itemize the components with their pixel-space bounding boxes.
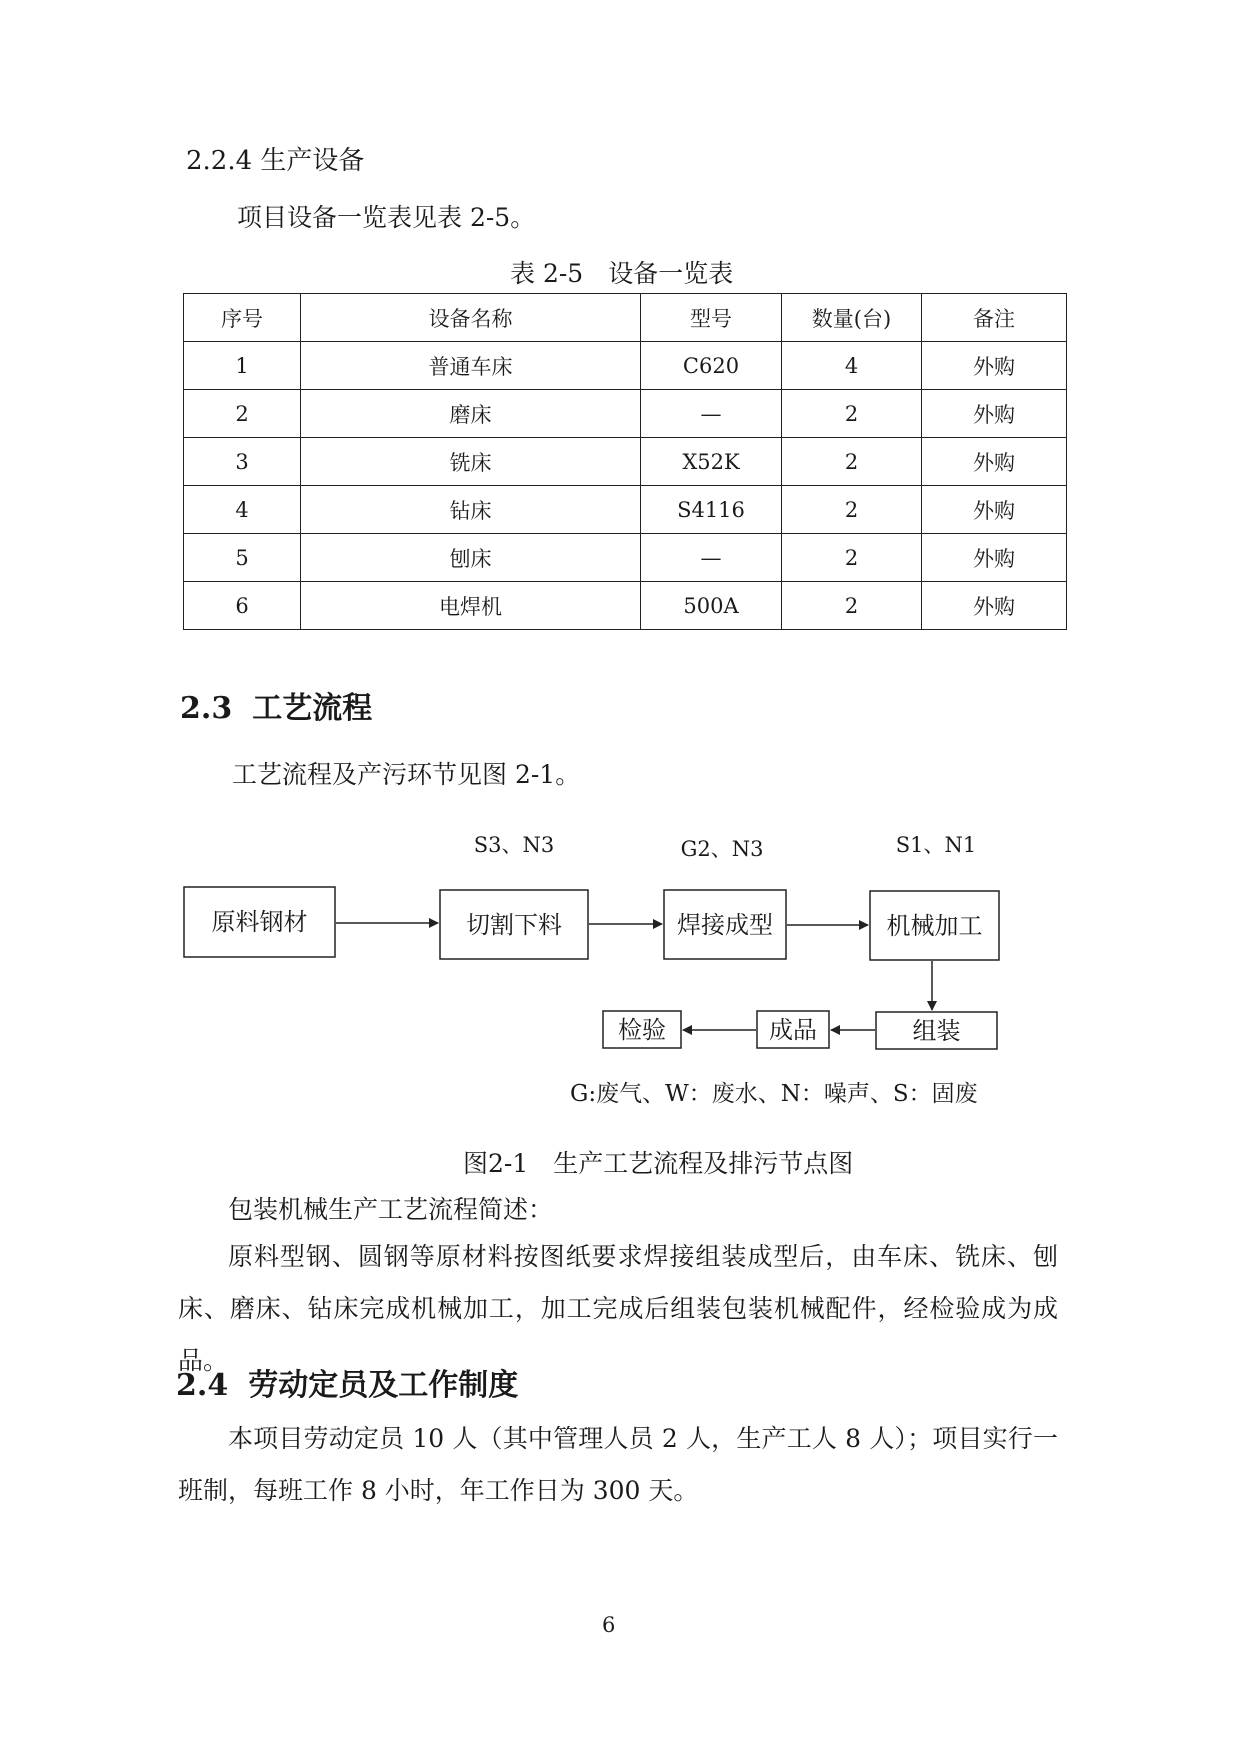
table-cell: 2 — [782, 438, 922, 486]
table-cell: 6 — [184, 582, 301, 630]
emission-label-cutting: S3、N3 — [473, 833, 555, 857]
section-24-heading — [176, 1360, 518, 1404]
table-cell: 500A — [641, 582, 782, 630]
table-cell: 铣床 — [301, 438, 641, 486]
table-cell: 外购 — [922, 342, 1067, 390]
table-cell: 4 — [184, 486, 301, 534]
section-number: 2.3 — [180, 691, 233, 726]
table-cell: — — [641, 534, 782, 582]
emission-label-welding: G2、N3 — [680, 837, 764, 861]
table-cell: C620 — [641, 342, 782, 390]
table-cell: 2 — [782, 390, 922, 438]
table-cell: 2 — [782, 486, 922, 534]
process-desc-title: 包装机械生产工艺流程简述： — [228, 1195, 554, 1224]
section-title: 劳动定员及工作制度 — [248, 1368, 519, 1403]
paragraph: 本项目劳动定员 10 人（其中管理人员 2 人，生产工人 8 人）；项目实行一班制，每班工作 8 小时，年工作日为 300 天。 — [178, 1424, 1058, 1505]
header-cell: 序号 — [184, 294, 301, 342]
section-24-body — [178, 1413, 1058, 1517]
table-cell: 普通车床 — [301, 342, 641, 390]
page-number: 6 — [602, 1613, 616, 1637]
flow-node-label: 原料钢材 — [211, 908, 308, 936]
section-224-intro: 项目设备一览表见表 2-5。 — [237, 203, 536, 232]
table-cell: 2 — [782, 534, 922, 582]
figure-caption: 图2-1 生产工艺流程及排污节点图 — [463, 1149, 854, 1178]
table-cell: — — [641, 390, 782, 438]
table-cell: 外购 — [922, 486, 1067, 534]
table-cell: 2 — [782, 582, 922, 630]
emission-label-machining: S1、N1 — [895, 833, 977, 857]
flow-legend: G:废气、W：废水、N：噪声、S：固废 — [570, 1081, 978, 1107]
flow-node-label: 切割下料 — [466, 911, 562, 939]
table-cell: 钻床 — [301, 486, 641, 534]
header-cell: 型号 — [641, 294, 782, 342]
flow-node-label: 组装 — [912, 1017, 961, 1045]
table-cell: S4116 — [641, 486, 782, 534]
flow-node-label: 机械加工 — [886, 912, 983, 940]
flow-node-label: 检验 — [618, 1016, 666, 1044]
table-cell: 电焊机 — [301, 582, 641, 630]
table-cell: 4 — [782, 342, 922, 390]
section-title: 工艺流程 — [252, 691, 373, 726]
table-cell: 1 — [184, 342, 301, 390]
table-cell: 磨床 — [301, 390, 641, 438]
flow-node-label: 成品 — [769, 1016, 817, 1044]
section-23-intro: 工艺流程及产污环节见图 2-1。 — [232, 760, 581, 789]
header-cell: 数量(台) — [782, 294, 922, 342]
table-cell: 外购 — [922, 390, 1067, 438]
header-cell: 设备名称 — [301, 294, 641, 342]
section-224-title: 2.2.4 生产设备 — [186, 146, 365, 176]
table-cell: 外购 — [922, 534, 1067, 582]
header-cell: 备注 — [922, 294, 1067, 342]
table-cell: 2 — [184, 390, 301, 438]
section-number: 2.4 — [176, 1368, 229, 1403]
table-cell: 外购 — [922, 582, 1067, 630]
flow-node-label: 焊接成型 — [677, 911, 773, 939]
table-cell: X52K — [641, 438, 782, 486]
table-caption: 表 2-5 设备一览表 — [510, 259, 734, 288]
table-cell: 5 — [184, 534, 301, 582]
table-cell: 3 — [184, 438, 301, 486]
paragraph: 原料型钢、圆钢等原材料按图纸要求焊接组装成型后，由车床、铣床、刨床、磨床、钻床完成机械加工，加工完成后组装包装机械配件，经检验成为成品。 — [178, 1242, 1058, 1375]
table-cell: 外购 — [922, 438, 1067, 486]
table-cell: 刨床 — [301, 534, 641, 582]
